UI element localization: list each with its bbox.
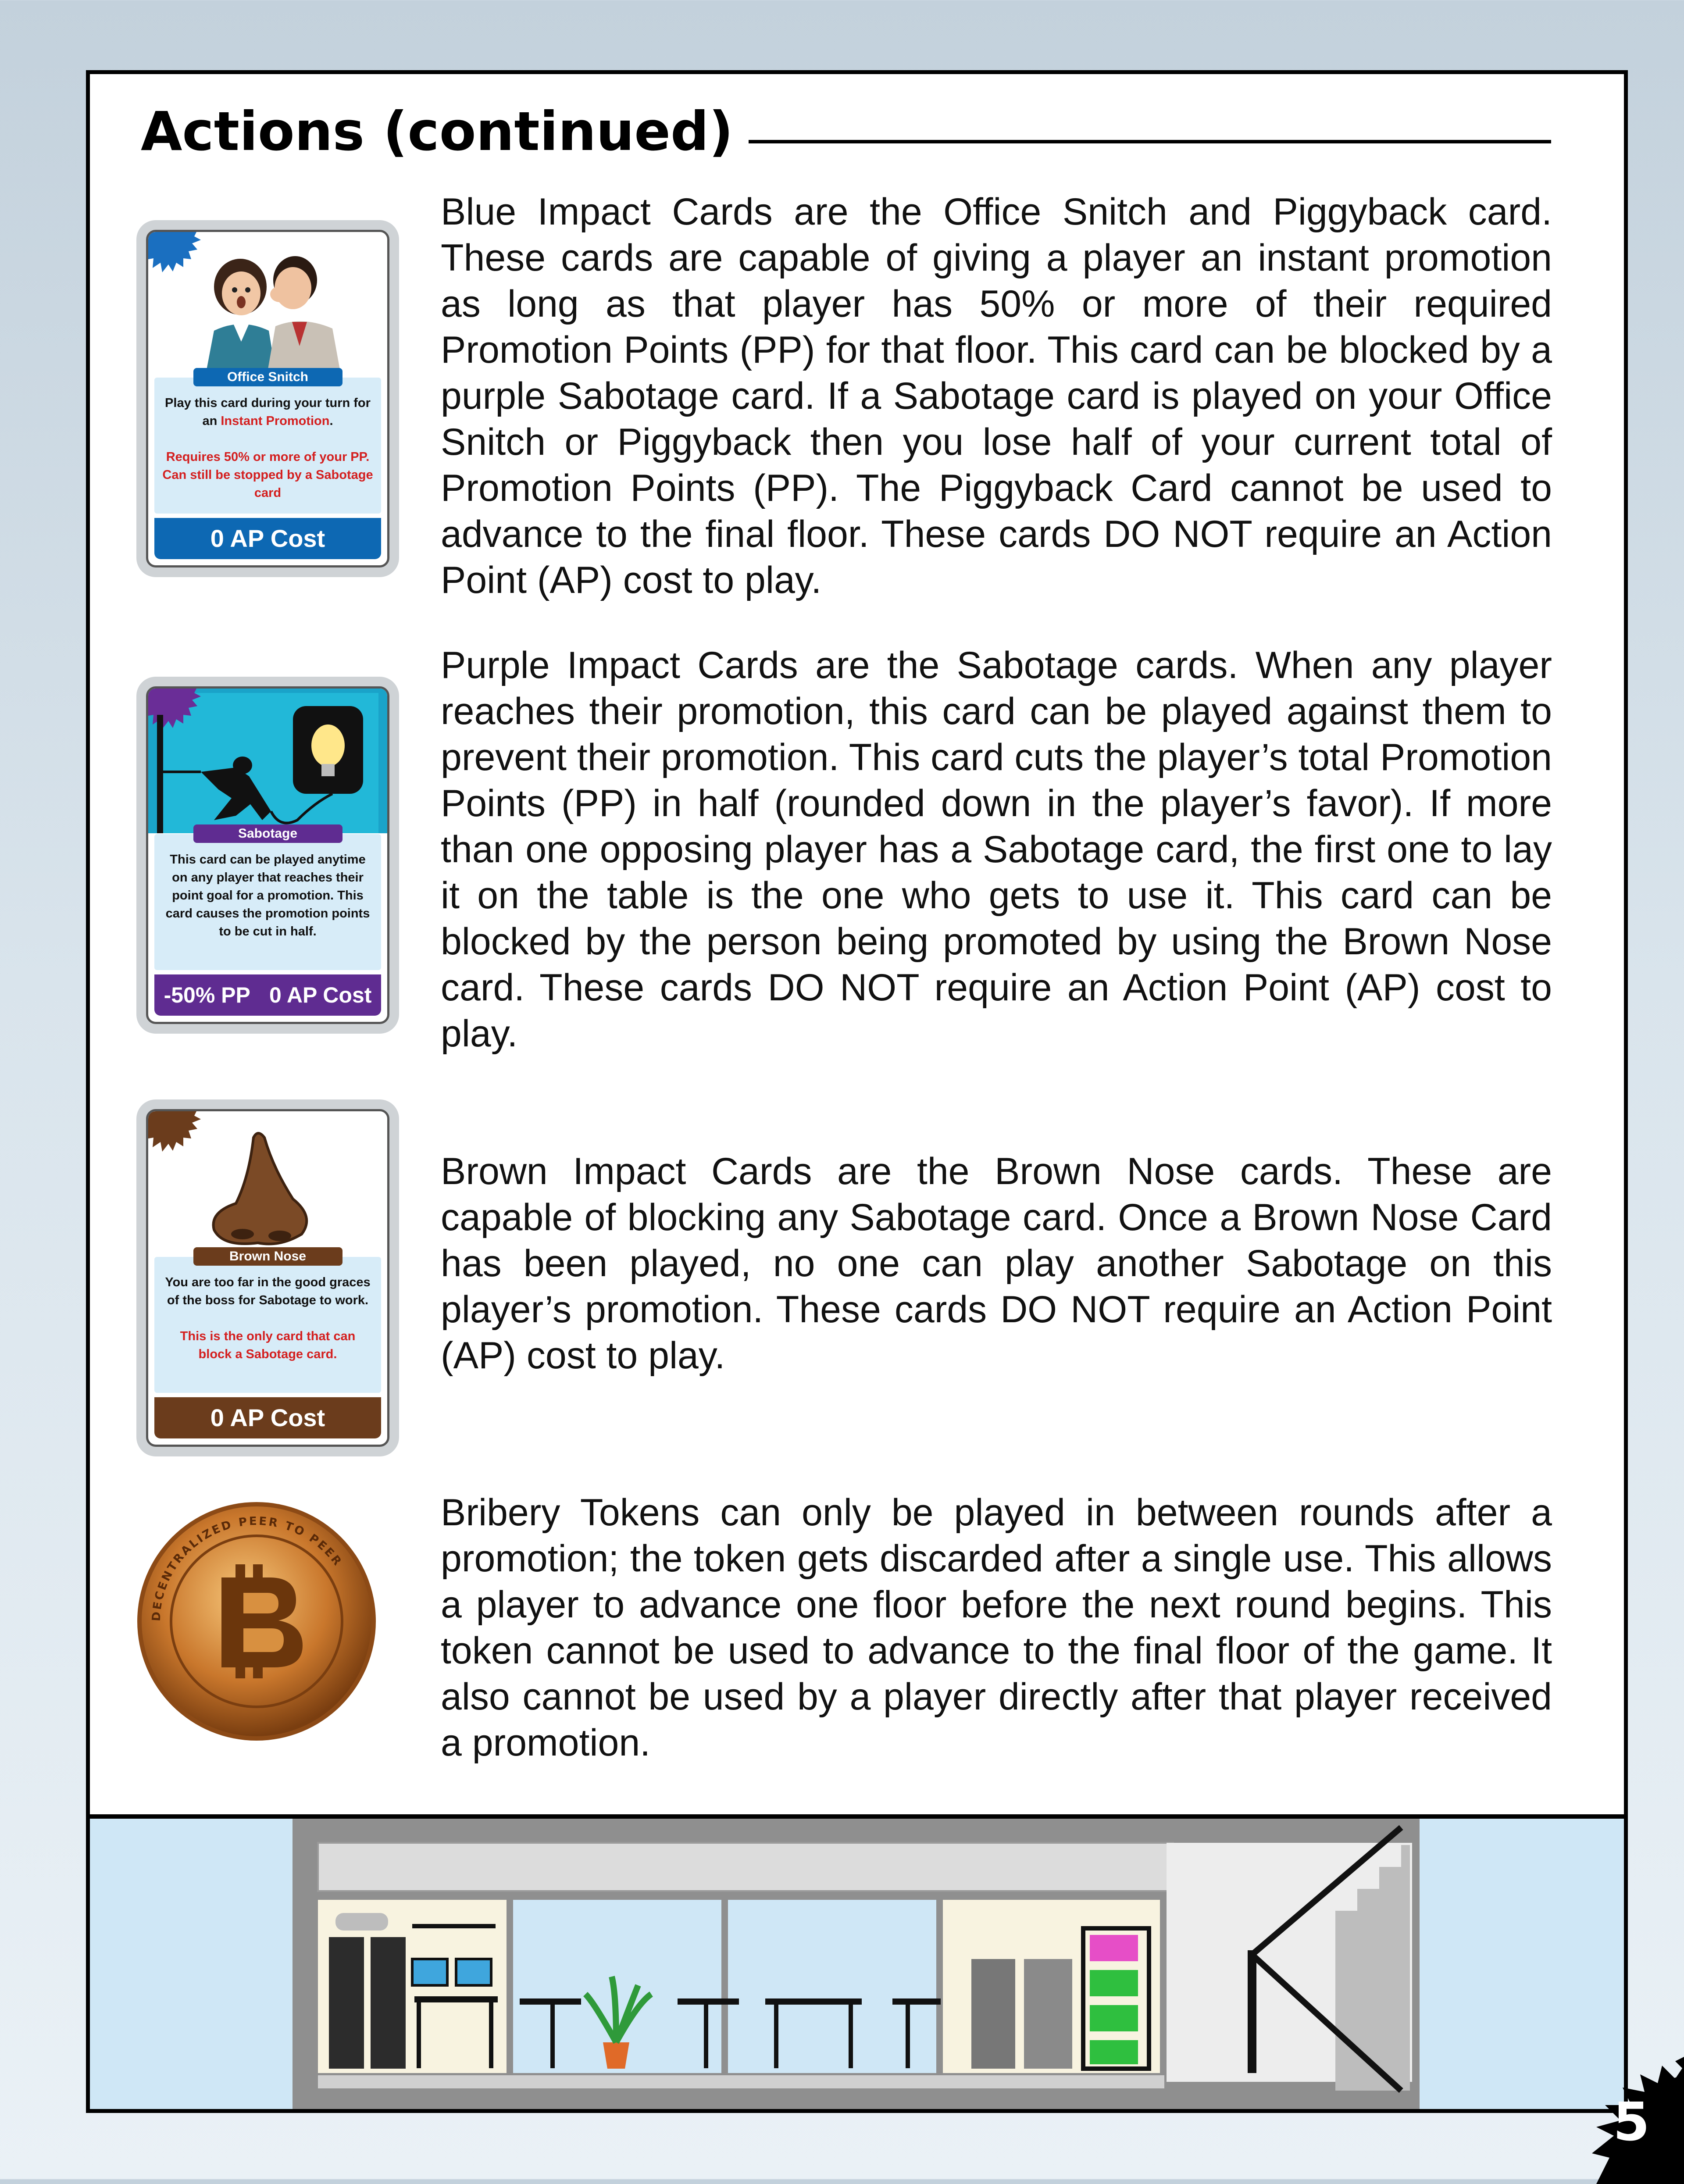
brown-nose-illustration — [148, 1111, 387, 1256]
purple-impact-paragraph: Purple Impact Cards are the Sabotage cards. When any player reaches their promotion, this card can be played against them to prevent their promotion. This card cuts the player’s total Promotion Points (PP) in half (rounded down in the player’s favor). If more than one opposing player has a Sabotage card, the first one to lay it on the table is the one who gets to use it. This card can be blocked by the person being promoted by using the Brown Nose card. These cards DO NOT require an Action Point (AP) cost to play. — [441, 644, 1552, 1055]
card-description-text: You are too far in the good graces of the boss for Sabotage to work. — [165, 1275, 371, 1307]
brown-impact-paragraph: Brown Impact Cards are the Brown Nose cards. These are capable of blocking any Sabotage card. Once a Brown Nose Card has been played, no one can play another Sabotage on this player’s promotion. These cards DO NOT require an Action Point (AP) cost to play. — [441, 1150, 1552, 1377]
bitcoin-coin-icon — [134, 1499, 379, 1744]
card-name: Sabotage — [193, 824, 343, 843]
instant-promotion-highlight: Instant Promotion — [221, 414, 330, 428]
bribery-token-paragraph: Bribery Tokens can only be played in between rounds after a promotion; the token gets discarded after a single use. This allows a player to advance one floor before the next round begins. This token cannot be used to advance to the final floor of the game. It also cannot be used by a player directly after that player received a promotion. — [441, 1492, 1552, 1764]
card-description-text: Play this card during your turn for an — [165, 396, 371, 428]
card-cost: 0 AP Cost — [154, 518, 381, 559]
card-name: Office Snitch — [193, 368, 343, 386]
ceiling-duct — [318, 1843, 1173, 1891]
card-description-period: . — [329, 414, 333, 428]
footer-rule — [90, 1814, 1624, 1819]
sabotage-card — [146, 686, 389, 1024]
office-building-illustration — [90, 1819, 1624, 2109]
card-body — [154, 826, 381, 970]
page-number: 5 — [1613, 2092, 1650, 2153]
man-figure — [267, 256, 341, 377]
card-cost — [154, 974, 381, 1016]
card-requirement-text: Requires 50% or more of your PP. Can still be stopped by a Sabotage card — [162, 450, 373, 500]
card-cost: 0 AP Cost — [154, 1397, 381, 1438]
card-body — [154, 1249, 381, 1393]
whispering-coworkers-illustration — [148, 232, 387, 377]
brown-nose-card — [146, 1109, 389, 1447]
corner-burst — [148, 1111, 201, 1152]
wall-plug — [157, 715, 163, 833]
card-body — [154, 370, 381, 514]
corner-burst — [148, 232, 201, 272]
card-description: This card can be played anytime on any player that reaches their point goal for a promotion. This card causes the promotion points to be cut in half. — [165, 853, 370, 939]
card-description — [162, 1274, 373, 1363]
light-bulb-icon — [311, 724, 345, 767]
title-rule — [749, 140, 1551, 143]
card-pp-effect: -50% PP — [164, 983, 250, 1007]
coin-rim-text: DECENTRALIZED PEER TO PEER — [150, 1514, 345, 1622]
rulebook-page — [86, 70, 1628, 2113]
card-block-rule: This is the only card that can block a Sabotage card. — [180, 1329, 356, 1361]
card-description — [162, 394, 373, 502]
card-name: Brown Nose — [193, 1247, 343, 1266]
blue-impact-paragraph: Blue Impact Cards are the Office Snitch and Piggyback card. These cards are capable of giving a player an instant promotion as long as that player has 50% or more of their required Promotion Points (PP) for that floor. This card can be blocked by a purple Sabotage card. If a Sabotage card is played on your Office Snitch or Piggyback then you lose half of your current total of Promotion Points (PP). The Piggyback Card cannot be used to advance to the final floor. These cards DO NOT require an Action Point (AP) cost to play. — [441, 191, 1552, 601]
page-title: Actions (continued) — [141, 100, 734, 163]
nose-icon — [214, 1133, 307, 1244]
office-window-right — [728, 1900, 936, 2073]
card-ap-cost: 0 AP Cost — [269, 983, 372, 1007]
office-snitch-card — [146, 230, 389, 567]
sabotage-illustration — [148, 689, 387, 833]
woman-figure — [205, 259, 276, 377]
